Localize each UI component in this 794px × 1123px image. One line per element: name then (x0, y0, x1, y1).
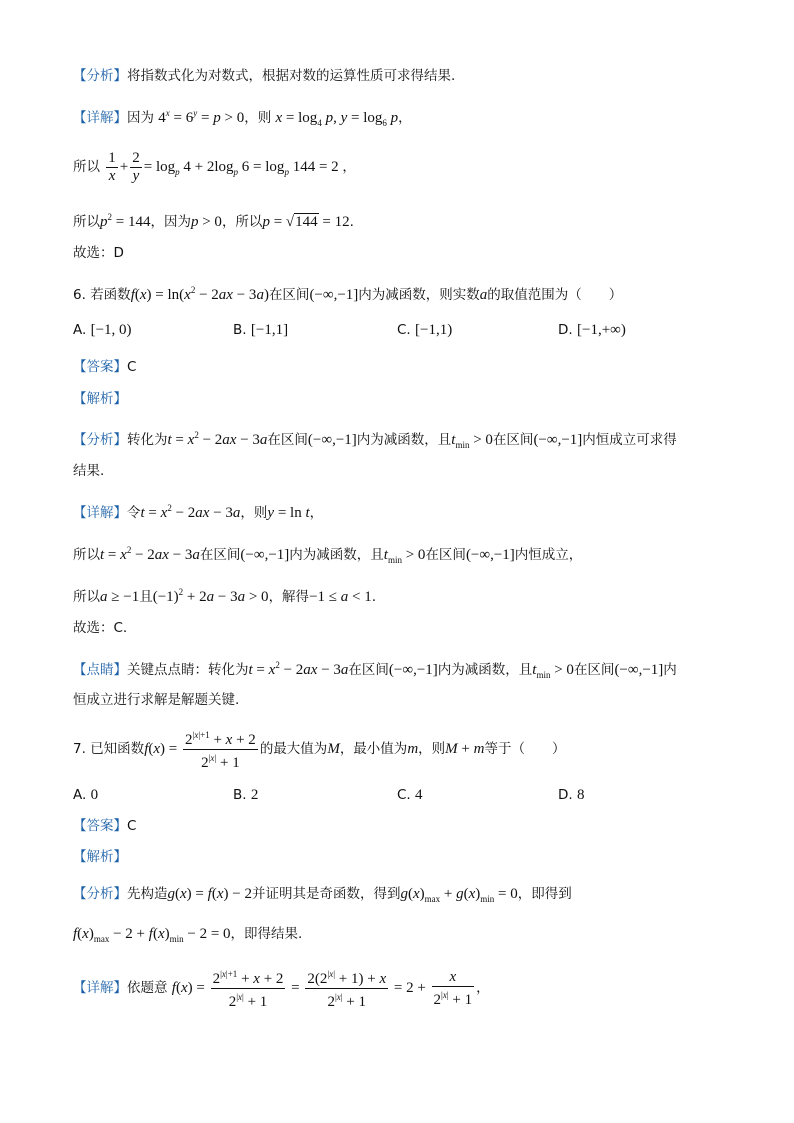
q6-analysis-line2: 结果. (73, 463, 105, 479)
q7-stem: 7. 已知函数f(x) = $\frac{2^{|x|+1} + x + 2}{2^{|x|} + 1}$ 的最大值为M，最小值为m，则M + m等于（ ） (73, 727, 565, 772)
q5-conclusion: 故选：D (73, 245, 124, 261)
q5-sum-equation: $\frac{1}{x}$ + $\frac{2}{y}$ = $\log_p 4 + 2\log_p$ $6 = \log_p 144 = 2$ (108, 150, 343, 185)
q6-key-line2: 恒成立进行求解是解题关键. (73, 692, 240, 708)
q5-log-equation: $x = \log_4 p$, $y = \log_6 p$ (275, 110, 399, 128)
q5-equation: $4^x = 6^y = p > 0$ (158, 108, 245, 126)
q6-parse-label: 【解析】 (73, 391, 127, 407)
q6-option-c[interactable]: C. [−1,1) (397, 322, 453, 338)
q6-key-point: 【点睛】关键点点睛：转化为$t = x^2 - 2ax - 3a$在区间(−∞,−1]内为减函数，且$t_{min} > 0$在区间(−∞,−1]内 (73, 660, 677, 680)
q7-answer: 【答案】C (73, 818, 137, 834)
q5-line2: 所以 $\frac{1}{x}$ + $\frac{2}{y}$ = $\log_p 4 + 2\log_p$ $6 = \log_p 144 = 2$ ， (73, 150, 356, 185)
q7-option-b[interactable]: B. 2 (233, 787, 259, 803)
q6-answer: 【答案】C (73, 359, 137, 375)
q7-option-c[interactable]: C. 4 (397, 787, 423, 803)
q5-detail-line: 【详解】因为 $4^x = 6^y = p > 0$，则 $x = \log_4 p$, $y = \log_6 p$， (73, 108, 412, 128)
q7-parse-label: 【解析】 (73, 849, 127, 865)
q6-detail: 【详解】令$t = x^2 - 2ax - 3a$，则y = ln t， (73, 503, 324, 521)
q7-option-a[interactable]: A. 0 (73, 787, 99, 803)
q5-analysis-text: 将指数式化为对数式，根据对数的运算性质可求得结果. (127, 68, 456, 84)
q6-option-b[interactable]: B. [−1,1] (233, 322, 289, 338)
q7-analysis-line2: $f(x)_{max} - 2 + f(x)_{min} - 2 = 0$，即得结果. (73, 926, 303, 944)
q6-stem: 6. 若函数$f(x) = \ln(x^2 - 2ax - 3a)$在区间(−∞,−1]内为减函数，则实数a的取值范围为（ ） (73, 285, 623, 303)
q6-conclusion: 故选：C. (73, 620, 128, 636)
q6-option-d[interactable]: D. [−1,+∞) (558, 322, 626, 338)
detail-label: 【详解】 (73, 110, 127, 126)
analysis-label: 【分析】 (73, 68, 127, 84)
q6-detail-line3: 所以a ≥ −1且$(-1)^2 + 2a - 3a > 0$，解得−1 ≤ a < 1. (73, 587, 377, 605)
q7-detail: 【详解】依题意 f(x) = $\frac{2^{|x|+1} + x + 2}{2^{|x|} + 1}$ = $\frac{2(2^{|x|} + 1) + x}{2^{|x|} + 1}$ = 2 + $\frac{x}{2^{|x|} + 1}$ ， (73, 966, 490, 1011)
q6-detail-line2: 所以$t = x^2 - 2ax - 3a$在区间(−∞,−1]内为减函数，且$t_{min} > 0$在区间(−∞,−1]内恒成立， (73, 545, 583, 565)
q5-analysis-line (73, 66, 455, 86)
q5-line3: 所以$p^2 = 144$，因为p > 0，所以p = √144 = 12. (73, 212, 354, 230)
q7-analysis: 【分析】先构造g(x) = f(x) − 2并证明其是奇函数，得到$g(x)_{max} + g(x)_{min} = 0$，即得到 (73, 886, 572, 904)
q7-option-d[interactable]: D. 8 (558, 787, 585, 803)
q6-analysis: 【分析】转化为$t = x^2 - 2ax - 3a$在区间(−∞,−1]内为减函数，且$t_{min} > 0$在区间(−∞,−1]内恒成立可求得 (73, 430, 677, 450)
q6-option-a[interactable]: A. [−1, 0) (73, 322, 132, 338)
